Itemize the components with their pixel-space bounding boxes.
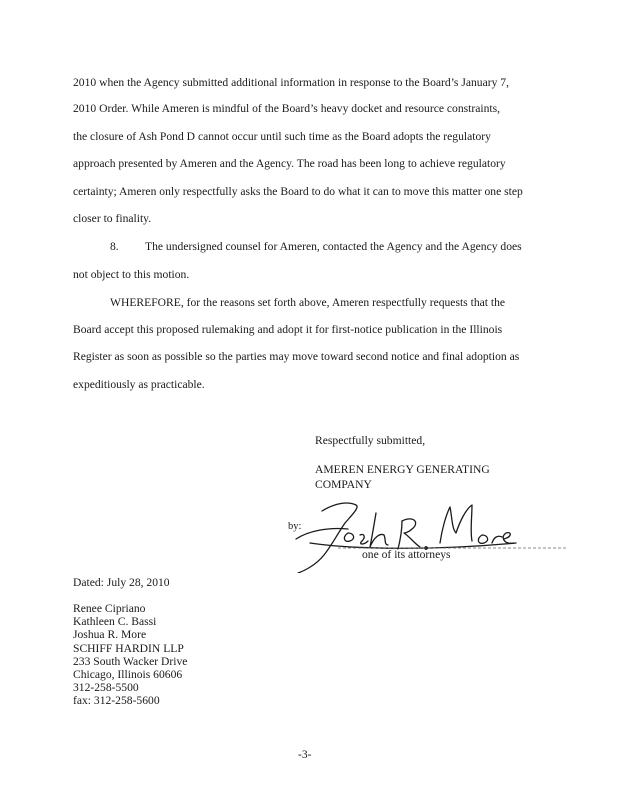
dated-line: Dated: July 28, 2010 bbox=[73, 576, 170, 589]
body-line: Register as soon as possible so the parties may move toward second notice and final adoption as bbox=[73, 350, 520, 363]
by-label: by: bbox=[288, 521, 302, 532]
page-number: -3- bbox=[298, 748, 312, 761]
body-line: expeditiously as practicable. bbox=[73, 378, 205, 391]
counsel-line: Kathleen C. Bassi bbox=[73, 615, 157, 629]
closing: Respectfully submitted, bbox=[315, 434, 426, 447]
body-line: closer to finality. bbox=[73, 212, 152, 225]
company-name: COMPANY bbox=[315, 478, 372, 491]
body-line: Board accept this proposed rulemaking and adopt it for first-notice publication in the Illinois bbox=[73, 323, 503, 336]
counsel-line: 312-258-5500 bbox=[73, 681, 139, 695]
body-line: the closure of Ash Pond D cannot occur until such time as the Board adopts the regulatory bbox=[73, 130, 491, 143]
body-line: 2010 Order. While Ameren is mindful of the Board’s heavy docket and resource constraints, bbox=[73, 102, 501, 115]
signer-role: one of its attorneys bbox=[362, 548, 451, 561]
counsel-block bbox=[73, 602, 187, 708]
body-line: 2010 when the Agency submitted additional information in response to the Board’s January 7, bbox=[73, 76, 509, 89]
counsel-line: fax: 312-258-5600 bbox=[73, 694, 160, 708]
company-name: AMEREN ENERGY GENERATING bbox=[315, 463, 490, 476]
body-line: certainty; Ameren only respectfully asks the Board to do what it can to move this matter one step bbox=[73, 185, 523, 198]
counsel-line: 233 South Wacker Drive bbox=[73, 654, 188, 668]
counsel-line: SCHIFF HARDIN LLP bbox=[73, 641, 184, 655]
body-line: WHEREFORE, for the reasons set forth above, Ameren respectfully requests that the bbox=[110, 296, 506, 309]
paragraph-number: 8. bbox=[110, 240, 119, 253]
counsel-line: Joshua R. More bbox=[73, 628, 147, 642]
counsel-line: Renee Cipriano bbox=[73, 602, 146, 615]
body-line: The undersigned counsel for Ameren, contacted the Agency and the Agency does bbox=[145, 240, 522, 253]
body-line: approach presented by Ameren and the Agency. The road has been long to achieve regulatory bbox=[73, 157, 506, 170]
body-line: not object to this motion. bbox=[73, 268, 190, 281]
counsel-line: Chicago, Illinois 60606 bbox=[73, 668, 183, 682]
